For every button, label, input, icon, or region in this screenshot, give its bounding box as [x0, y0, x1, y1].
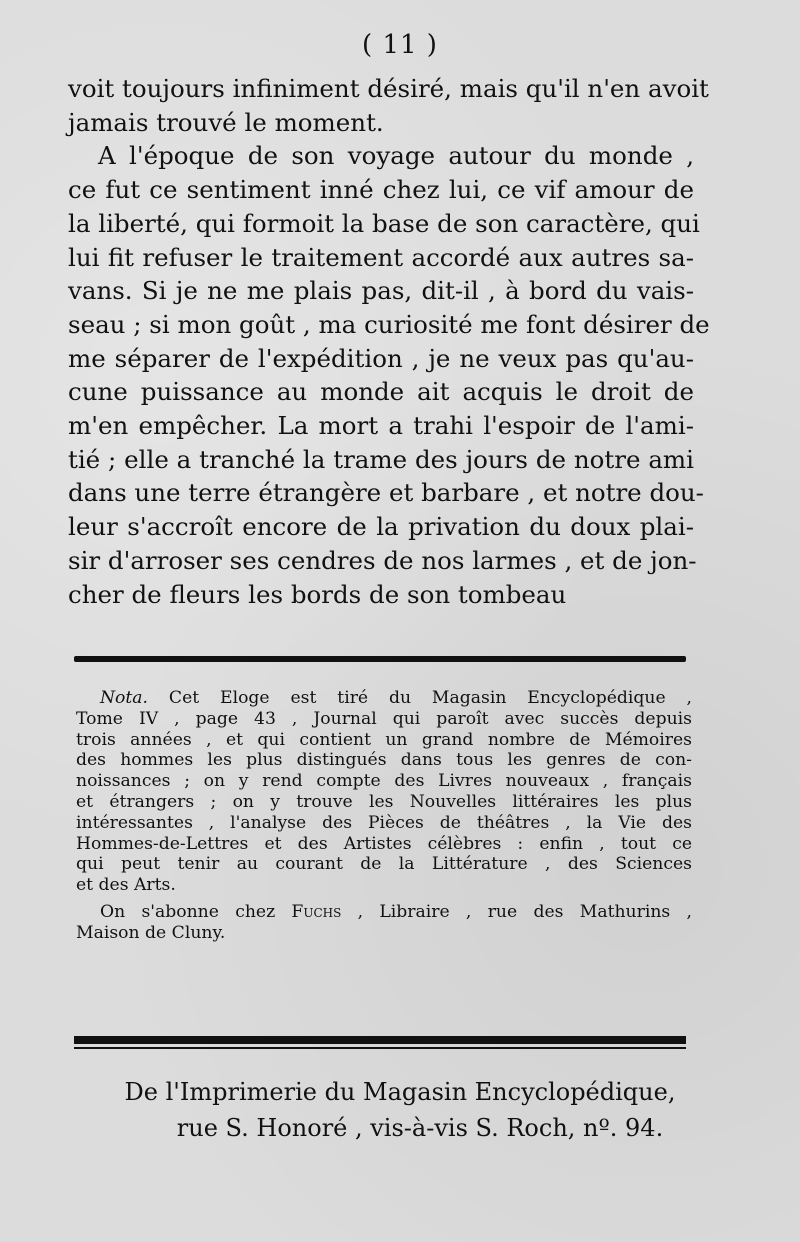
text-line: seau ; si mon goût , ma curiosité me font désirer de [68, 309, 710, 339]
printer-imprint [0, 1074, 800, 1146]
note-line-text: Cet Eloge est tiré du Magasin Encyclopédique , [168, 688, 693, 708]
imprint-line-2: rue S. Honoré , vis-à-vis S. Roch, nº. 94. [176, 1114, 664, 1142]
note-line: Hommes-de-Lettres et des Artistes célèbres : enfin , tout ce [76, 833, 692, 854]
subscription-prefix: On s'abonne chez [100, 901, 276, 922]
text-line: tié ; elle a tranché la trame des jours de notre ami [68, 444, 694, 474]
double-rule-thick [74, 1036, 686, 1044]
nota-label: Nota. [100, 688, 149, 708]
text-line: leur s'accroît encore de la privation du doux plai- [68, 512, 694, 542]
note-line: et étrangers ; on y trouve les Nouvelles littéraires les plus [76, 791, 692, 812]
note-line: intéressantes , l'analyse des Pièces de théâtres , la Vie des [76, 812, 692, 833]
text-line: sir d'arroser ses cendres de nos larmes , et de jon- [68, 545, 697, 575]
publisher-name: Fuchs [291, 901, 342, 922]
note-line: noissances ; on y rend compte des Livres nouveaux , français [76, 771, 692, 792]
editorial-note [76, 688, 692, 944]
note-line: des hommes les plus distingués dans tous les genres de con- [76, 750, 692, 771]
text-line: A l'époque de son voyage autour du monde , [98, 141, 694, 171]
note-line: Tome IV , page 43 , Journal qui paroît avec succès depuis [76, 708, 692, 729]
subscription-address: Maison de Cluny. [76, 922, 226, 943]
text-line: m'en empêcher. La mort a trahi l'espoir de l'ami- [68, 411, 694, 441]
subscription-suffix: , Libraire , rue des Mathurins , [357, 901, 692, 922]
double-rule-thin [74, 1047, 686, 1049]
text-line: la liberté, qui formoit la base de son caractère, qui [68, 208, 700, 238]
imprint-line-1: De l'Imprimerie du Magasin Encyclopédique, [124, 1078, 676, 1106]
note-line: et des Arts. [76, 875, 176, 896]
text-line: voit toujours infiniment désiré, mais qu'il n'en avoit [68, 74, 709, 103]
eulogy-paragraph [68, 72, 710, 611]
text-line: dans une terre étrangère et barbare , et notre dou- [68, 478, 704, 508]
text-line: cher de fleurs les bords de son tombeau [68, 579, 567, 609]
subscription-line [76, 902, 692, 923]
note-line [76, 688, 692, 709]
page-number: ( 11 ) [362, 30, 438, 60]
text-line: ce fut ce sentiment inné chez lui, ce vif amour de [68, 175, 694, 205]
text-line: vans. Si je ne me plais pas, dit-il , à bord du vais- [68, 276, 694, 306]
note-line: qui peut tenir au courant de la Littérature , des Sciences [76, 854, 692, 875]
double-rule [74, 1036, 686, 1050]
section-divider [74, 656, 686, 662]
text-line: cune puissance au monde ait acquis le droit de [68, 377, 694, 407]
text-line: me séparer de l'expédition , je ne veux pas qu'au- [68, 343, 694, 373]
note-line: trois années , et qui contient un grand nombre de Mémoires [76, 729, 692, 750]
text-line: jamais trouvé le moment. [68, 107, 384, 137]
text-line: lui fit refuser le traitement accordé aux autres sa- [68, 242, 694, 272]
